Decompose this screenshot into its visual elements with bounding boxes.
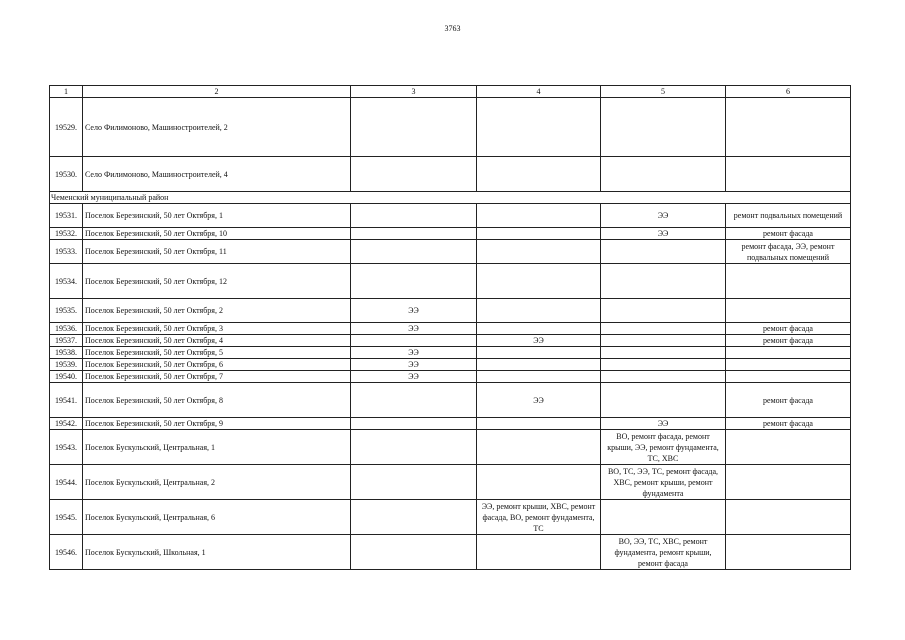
table-row xyxy=(50,299,851,323)
row-number: 19542. xyxy=(50,418,83,430)
cell-col5: ЭЭ xyxy=(601,228,726,240)
cell-col4 xyxy=(477,264,601,299)
row-address: Поселок Березинский, 50 лет Октября, 12 xyxy=(83,264,351,299)
cell-col3: ЭЭ xyxy=(351,359,477,371)
row-address: Поселок Березинский, 50 лет Октября, 6 xyxy=(83,359,351,371)
row-number: 19539. xyxy=(50,359,83,371)
row-address: Поселок Бускульский, Центральная, 2 xyxy=(83,465,351,500)
cell-col5 xyxy=(601,383,726,418)
cell-col5 xyxy=(601,240,726,264)
cell-col5 xyxy=(601,264,726,299)
cell-col3 xyxy=(351,157,477,192)
cell-col6 xyxy=(726,500,851,535)
table-row xyxy=(50,347,851,359)
cell-col4 xyxy=(477,359,601,371)
row-address: Поселок Березинский, 50 лет Октября, 5 xyxy=(83,347,351,359)
cell-col6 xyxy=(726,299,851,323)
cell-col5 xyxy=(601,299,726,323)
row-number: 19534. xyxy=(50,264,83,299)
cell-col5 xyxy=(601,98,726,157)
table-row xyxy=(50,240,851,264)
row-address: Поселок Березинский, 50 лет Октября, 1 xyxy=(83,204,351,228)
cell-col3 xyxy=(351,500,477,535)
cell-col3: ЭЭ xyxy=(351,347,477,359)
row-address: Поселок Бускульский, Школьная, 1 xyxy=(83,535,351,570)
cell-col3: ЭЭ xyxy=(351,371,477,383)
cell-col6 xyxy=(726,98,851,157)
cell-col3 xyxy=(351,335,477,347)
column-header: 6 xyxy=(726,86,851,98)
cell-col5 xyxy=(601,157,726,192)
row-address: Поселок Березинский, 50 лет Октября, 3 xyxy=(83,323,351,335)
row-address: Село Филимоново, Машиностроителей, 4 xyxy=(83,157,351,192)
table-row xyxy=(50,430,851,465)
cell-col4 xyxy=(477,299,601,323)
row-number: 19533. xyxy=(50,240,83,264)
row-address: Поселок Березинский, 50 лет Октября, 11 xyxy=(83,240,351,264)
cell-col5: ВО, ЭЭ, ТС, ХВС, ремонт фундамента, ремонт крыши, ремонт фасада xyxy=(601,535,726,570)
cell-col4: ЭЭ xyxy=(477,383,601,418)
cell-col5: ЭЭ xyxy=(601,204,726,228)
cell-col3 xyxy=(351,228,477,240)
cell-col6 xyxy=(726,465,851,500)
cell-col4 xyxy=(477,323,601,335)
row-number: 19543. xyxy=(50,430,83,465)
table-row xyxy=(50,418,851,430)
header-row xyxy=(50,86,851,98)
row-address: Поселок Березинский, 50 лет Октября, 10 xyxy=(83,228,351,240)
column-header: 4 xyxy=(477,86,601,98)
table-row xyxy=(50,98,851,157)
cell-col4 xyxy=(477,430,601,465)
cell-col6 xyxy=(726,535,851,570)
row-number: 19545. xyxy=(50,500,83,535)
table-row xyxy=(50,500,851,535)
cell-col5 xyxy=(601,347,726,359)
cell-col4 xyxy=(477,98,601,157)
row-number: 19544. xyxy=(50,465,83,500)
row-address: Поселок Бускульский, Центральная, 1 xyxy=(83,430,351,465)
cell-col5 xyxy=(601,323,726,335)
table-row xyxy=(50,157,851,192)
cell-col3 xyxy=(351,465,477,500)
cell-col5 xyxy=(601,371,726,383)
cell-col4 xyxy=(477,240,601,264)
table-row xyxy=(50,323,851,335)
column-header: 1 xyxy=(50,86,83,98)
cell-col3 xyxy=(351,418,477,430)
cell-col5 xyxy=(601,335,726,347)
table-row xyxy=(50,228,851,240)
repair-table xyxy=(49,85,851,570)
table-row xyxy=(50,535,851,570)
cell-col3 xyxy=(351,204,477,228)
cell-col3 xyxy=(351,98,477,157)
table-row xyxy=(50,335,851,347)
cell-col4 xyxy=(477,347,601,359)
row-number: 19537. xyxy=(50,335,83,347)
cell-col4 xyxy=(477,157,601,192)
row-address: Село Филимоново, Машиностроителей, 2 xyxy=(83,98,351,157)
cell-col3: ЭЭ xyxy=(351,323,477,335)
row-number: 19538. xyxy=(50,347,83,359)
cell-col4 xyxy=(477,418,601,430)
cell-col4 xyxy=(477,204,601,228)
cell-col6 xyxy=(726,371,851,383)
cell-col6: ремонт подвальных помещений xyxy=(726,204,851,228)
cell-col3 xyxy=(351,264,477,299)
cell-col3 xyxy=(351,240,477,264)
row-number: 19541. xyxy=(50,383,83,418)
table-row xyxy=(50,465,851,500)
cell-col4: ЭЭ xyxy=(477,335,601,347)
cell-col4: ЭЭ, ремонт крыши, ХВС, ремонт фасада, ВО, ремонт фундамента, ТС xyxy=(477,500,601,535)
cell-col4 xyxy=(477,228,601,240)
row-number: 19546. xyxy=(50,535,83,570)
row-number: 19529. xyxy=(50,98,83,157)
cell-col5: ВО, ремонт фасада, ремонт крыши, ЭЭ, ремонт фундамента, ТС, ХВС xyxy=(601,430,726,465)
row-number: 19530. xyxy=(50,157,83,192)
table-row xyxy=(50,371,851,383)
cell-col5: ЭЭ xyxy=(601,418,726,430)
row-address: Поселок Березинский, 50 лет Октября, 9 xyxy=(83,418,351,430)
section-row xyxy=(50,192,851,204)
cell-col6 xyxy=(726,430,851,465)
cell-col5: ВО, ТС, ЭЭ, ТС, ремонт фасада, ХВС, ремонт крыши, ремонт фундамента xyxy=(601,465,726,500)
row-address: Поселок Березинский, 50 лет Октября, 4 xyxy=(83,335,351,347)
table-row xyxy=(50,359,851,371)
cell-col5 xyxy=(601,359,726,371)
cell-col4 xyxy=(477,535,601,570)
column-header: 5 xyxy=(601,86,726,98)
cell-col3 xyxy=(351,430,477,465)
row-number: 19540. xyxy=(50,371,83,383)
cell-col6: ремонт фасада xyxy=(726,335,851,347)
cell-col6: ремонт фасада xyxy=(726,383,851,418)
district-heading: Чеменский муниципальный район xyxy=(50,192,851,204)
table-row xyxy=(50,264,851,299)
row-address: Поселок Березинский, 50 лет Октября, 8 xyxy=(83,383,351,418)
table-row xyxy=(50,383,851,418)
row-number: 19536. xyxy=(50,323,83,335)
cell-col5 xyxy=(601,500,726,535)
column-header: 3 xyxy=(351,86,477,98)
cell-col6: ремонт фасада xyxy=(726,228,851,240)
row-address: Поселок Березинский, 50 лет Октября, 7 xyxy=(83,371,351,383)
cell-col3: ЭЭ xyxy=(351,299,477,323)
row-number: 19531. xyxy=(50,204,83,228)
row-number: 19535. xyxy=(50,299,83,323)
row-address: Поселок Бускульский, Центральная, 6 xyxy=(83,500,351,535)
table-row xyxy=(50,204,851,228)
cell-col6: ремонт фасада, ЭЭ, ремонт подвальных помещений xyxy=(726,240,851,264)
cell-col4 xyxy=(477,465,601,500)
cell-col6 xyxy=(726,359,851,371)
row-number: 19532. xyxy=(50,228,83,240)
cell-col3 xyxy=(351,383,477,418)
cell-col6: ремонт фасада xyxy=(726,418,851,430)
row-address: Поселок Березинский, 50 лет Октября, 2 xyxy=(83,299,351,323)
cell-col6 xyxy=(726,157,851,192)
cell-col6 xyxy=(726,347,851,359)
page-number: 3763 xyxy=(444,24,461,33)
cell-col4 xyxy=(477,371,601,383)
cell-col6 xyxy=(726,264,851,299)
column-header: 2 xyxy=(83,86,351,98)
cell-col6: ремонт фасада xyxy=(726,323,851,335)
cell-col3 xyxy=(351,535,477,570)
